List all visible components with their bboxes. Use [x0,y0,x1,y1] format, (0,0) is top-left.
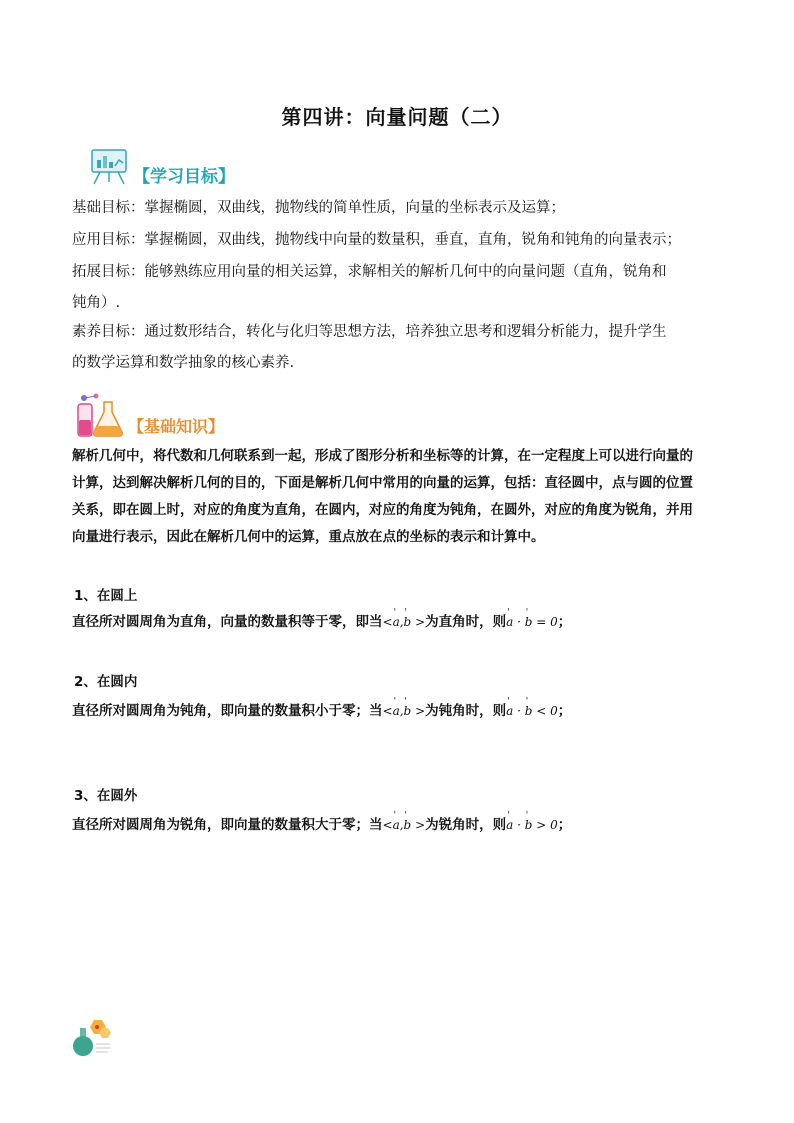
basics-line: 向量进行表示，因此在解析几何中的运算，重点放在点的坐标的表示和计算中。 [72,529,545,545]
basics-line: 解析几何中，将代数和几何联系到一起，形成了图形分析和坐标等的计算，在一定程度上可以进行向量的 [72,448,693,464]
goal-line: 应用目标：掌握椭圆，双曲线，抛物线中向量的数量积，垂直，直角，锐角和钝角的向量表示； [72,232,681,248]
basics-line: 计算，达到解决解析几何的目的，下面是解析几何中常用的向量的运算，包括：直径圆中，点与圆的位置 [72,475,693,491]
case-statement: 直径所对圆周角为直角，向量的数量积等于零，即当<' a,' b >为直角时，则' a · ' b = 0； [72,612,732,632]
goal-line: 的数学运算和数学抽象的核心素养. [72,355,295,371]
goal-line: 基础目标：掌握椭圆，双曲线，抛物线的简单性质，向量的坐标表示及运算； [72,200,565,216]
chemistry-flask-icon [74,392,126,440]
case-label: 2、在圆内 [74,674,138,690]
case-label: 3、在圆外 [74,788,138,804]
basic-knowledge-heading: 【基础知识】 [128,417,225,436]
page-title: 第四讲：向量问题（二） [281,105,513,129]
presentation-board-icon [88,148,132,186]
basics-line: 关系，即在圆上时，对应的角度为直角，在圆内，对应的角度为钝角，在圆外，对应的角度为锐角，并用 [72,502,693,518]
goal-line: 素养目标：通过数形结合，转化与化归等思想方法，培养独立思考和逻辑分析能力，提升学生 [72,324,667,340]
case-statement: 直径所对圆周角为钝角，即向量的数量积小于零；当<' a,' b >为钝角时，则' a · ' b < 0； [72,701,732,721]
footer-flask-icon [72,1018,112,1058]
case-label: 1、在圆上 [74,588,138,604]
goal-line: 钝角）. [72,295,121,311]
learning-goals-heading: 【学习目标】 [133,167,235,187]
goal-line: 拓展目标：能够熟练应用向量的相关运算，求解相关的解析几何中的向量问题（直角，锐角和 [72,264,667,280]
case-statement: 直径所对圆周角为锐角，即向量的数量积大于零；当<' a,' b >为锐角时，则' a · ' b > 0； [72,815,732,835]
